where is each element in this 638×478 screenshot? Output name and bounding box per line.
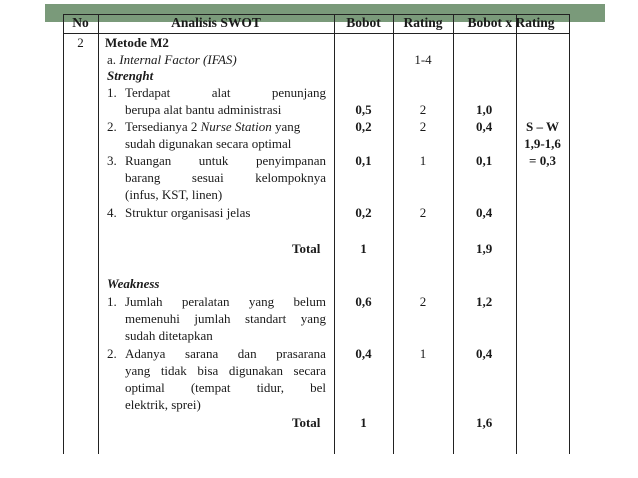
strength-item-3-weight: 0,1: [355, 153, 372, 168]
weakness-item-2-num: 2.: [107, 346, 117, 361]
strength-item-3-score: 0,1: [476, 153, 493, 168]
strength-total-score: 1,9: [476, 241, 493, 256]
weakness-item-2-line-2: [125, 364, 326, 379]
word: memenuhi: [125, 311, 180, 326]
col-border-right: [569, 14, 570, 454]
strength-item-4-rating: 2: [419, 205, 427, 220]
col-border-weight: [393, 14, 394, 454]
word: yang: [300, 311, 326, 326]
word: tidur,: [256, 380, 284, 395]
header-weight: Bobot: [346, 15, 381, 30]
weakness-item-1-line-3: sudah ditetapkan: [125, 328, 213, 343]
strength-total-label: Total: [292, 241, 321, 256]
strength-item-3-line-2: [125, 171, 326, 186]
word: dan: [237, 346, 257, 361]
strength-item-2-num: 2.: [107, 119, 117, 134]
factor-label: Internal Factor (IFAS): [119, 52, 237, 67]
word: Jumlah: [125, 294, 163, 309]
weakness-total-label: Total: [292, 415, 321, 430]
strength-item-2-score: 0,4: [476, 119, 493, 134]
word: yang: [125, 363, 151, 378]
word: barang: [125, 170, 161, 185]
summary-result: = 0,3: [529, 153, 556, 168]
header-weighted-score: Bobot x Rating: [467, 15, 555, 30]
weakness-item-1-num: 1.: [107, 294, 117, 309]
header-bottom-border: [63, 33, 570, 34]
strength-item-2-text-italic: Nurse Station: [200, 119, 272, 134]
strength-item-4-weight: 0,2: [355, 205, 372, 220]
word: standart: [245, 311, 287, 326]
weakness-item-1-weight: 0,6: [355, 294, 372, 309]
strength-item-3-rating: 1: [419, 153, 427, 168]
strength-item-1-num: 1.: [107, 85, 117, 100]
header-analysis: Analisis SWOT: [171, 15, 261, 30]
strength-item-1-weight: 0,5: [355, 102, 372, 117]
word: digunakan: [228, 363, 283, 378]
word: (tempat: [190, 380, 231, 395]
word: kelompoknya: [255, 170, 326, 185]
strength-item-4-num: 4.: [107, 205, 117, 220]
word: secara: [293, 363, 326, 378]
word: sarana: [185, 346, 219, 361]
rating-range: 1-4: [414, 52, 432, 67]
word: alat: [211, 85, 231, 100]
strength-item-2-text-a: Tersedianya 2: [125, 119, 201, 134]
strength-item-3-line-1: [125, 154, 326, 169]
strength-item-3-line-3: (infus, KST, linen): [125, 187, 223, 202]
summary-label: S – W: [526, 119, 559, 134]
word: jumlah: [194, 311, 231, 326]
factor-line: [107, 53, 237, 68]
word: bel: [310, 380, 326, 395]
strength-total-weight: 1: [360, 241, 367, 256]
weakness-item-2-line-4: elektrik, sprei): [125, 397, 201, 412]
word: optimal: [125, 380, 165, 395]
weakness-item-2-text-2: [125, 364, 326, 379]
word: Adanya: [125, 346, 166, 361]
weakness-item-2-weight: 0,4: [355, 346, 372, 361]
word: Terdapat: [125, 85, 171, 100]
factor-prefix: a.: [107, 52, 117, 67]
word: penyimpanan: [255, 153, 326, 168]
word: penunjang: [271, 85, 326, 100]
weakness-item-1-text-1: [125, 295, 326, 310]
col-border-left: [63, 14, 64, 454]
strength-item-3-num: 3.: [107, 153, 117, 168]
weakness-item-2-rating: 1: [419, 346, 427, 361]
col-border-no: [98, 14, 99, 454]
weakness-item-1-line-2: [125, 312, 326, 327]
weakness-item-1-score: 1,2: [476, 294, 493, 309]
strength-item-2-line-1: [125, 120, 300, 135]
strength-item-1-line-2: berupa alat bantu administrasi: [125, 102, 282, 117]
weakness-item-1-line-1: [125, 295, 326, 310]
strength-item-1-rating: 2: [419, 102, 427, 117]
strength-item-1-text-1: [125, 86, 326, 101]
word: yang: [248, 294, 275, 309]
strength-item-2-rating: 2: [419, 119, 427, 134]
weakness-item-2-score: 0,4: [476, 346, 493, 361]
word: peralatan: [181, 294, 230, 309]
header-rating: Rating: [403, 15, 443, 30]
weakness-heading: Weakness: [107, 276, 160, 291]
header-no: No: [72, 15, 89, 30]
weakness-item-2-text-1: [125, 347, 326, 362]
strength-heading: Strenght: [107, 68, 154, 83]
weakness-total-score: 1,6: [476, 415, 493, 430]
word: bisa: [197, 363, 219, 378]
weakness-item-2-line-1: [125, 347, 326, 362]
weakness-item-1-rating: 2: [419, 294, 427, 309]
strength-item-1-score: 1,0: [476, 102, 493, 117]
summary-formula: 1,9-1,6: [524, 136, 561, 151]
weakness-item-2-text-3: [125, 381, 326, 396]
word: tidak: [160, 363, 187, 378]
strength-item-2-line-2: sudah digunakan secara optimal: [125, 136, 292, 151]
strength-item-4-score: 0,4: [476, 205, 493, 220]
weakness-item-1-text-2: [125, 312, 326, 327]
section-number: 2: [77, 35, 84, 50]
col-border-rating: [453, 14, 454, 454]
strength-item-3-text-2: [125, 171, 326, 186]
strength-item-4-line-1: Struktur organisasi jelas: [125, 205, 251, 220]
strength-item-2-text-b: yang: [271, 119, 301, 134]
word: untuk: [198, 153, 229, 168]
word: prasarana: [276, 346, 326, 361]
weakness-item-2-line-3: [125, 381, 326, 396]
section-title: Metode M2: [105, 35, 169, 50]
swot-table: [63, 14, 570, 454]
strength-item-3-text-1: [125, 154, 326, 169]
strength-item-1-line-1: [125, 86, 326, 101]
col-border-score: [516, 14, 517, 454]
strength-item-2-weight: 0,2: [355, 119, 372, 134]
word: sesuai: [191, 170, 224, 185]
word: belum: [293, 294, 326, 309]
col-border-analysis: [334, 14, 335, 454]
word: Ruangan: [125, 153, 172, 168]
weakness-total-weight: 1: [360, 415, 367, 430]
